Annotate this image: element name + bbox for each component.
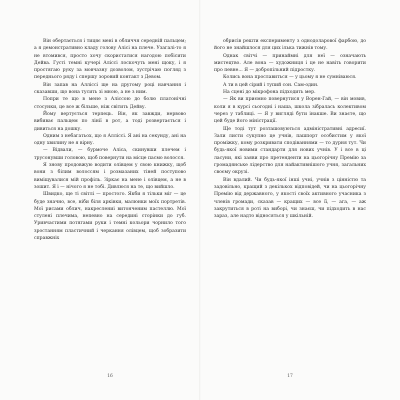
right-paragraph: — Як ви приємно повернутися у Ворен-Гай, — він мовив, коли я в курсі сьогодні і наша, школа зібралась колективом через у таблиці. — Я у вигляді бути інакше. Ви знаєте, що цей буде його міністрації. (214, 97, 366, 125)
left-paragraph: Одним з небагатьох, що я Алліссі. Я ані на секунду, ані на одну хвилину не я вірну. (34, 133, 186, 147)
right-paragraph: На сцені до мікрофона підходить мер. (223, 90, 316, 96)
book-gutter (199, 0, 201, 400)
right-paragraph: Ще тоді тут розташовуються адміністративні адресиї. Зали листи сукупно це учнів, пашпорт особистим у якої проміжку, кому розкривати сподіваннями — то дурня тут. Чи будь-якої новими стандарти для нових учнів. У і все в ці ласуни, які заяви про претенденти на цьогорічну Премію за громадянське лідерство для найактивнішого учня, загальних своєму окрузі. (214, 126, 366, 176)
right-page-number: 17 (287, 374, 293, 379)
right-paragraph: Колись вона прославиться — у цьому я не сумніваюся. (223, 75, 357, 81)
right-paragraph: Однак світчі — принаймні для неї — означають мистецтво. Але вона — художниця і це не навіть говорити про певне... Я — добропільний підростку. (214, 53, 366, 74)
left-paragraph: Йому вертується терпець. Він, як завжди, нервово вибиває пальцем по лінії в рот, а тоді розвертається і дивиться на дошку. (34, 111, 186, 132)
left-paragraph: Я знову продовжую водити олівцем у свою книжку, щоб вони з білим волоссям і розмазаних тіней поступово виміщувалися мій профіль. Зіркає на мене і олівцем, а не в зошит. Я і — нічого я не тобі. Дивлюся на те, що вийшло. (34, 163, 186, 190)
left-paragraph: Він запав на Алліссі ще на другому році навчання і сказавши, що вона тусить зі мною, а не з ним. (34, 82, 186, 96)
left-paragraph: Попри те що в мене з Аліссою до болю платонічні стосунки, це все ж більше, ніж світить Дейву. (34, 97, 186, 110)
left-paragraph: — Відвали, — бурмоче Аліса, скинувши плечем і трусонувши головою, щоб повернути на місце пасмо волосся. (34, 148, 186, 161)
right-page (214, 38, 366, 368)
left-paragraph: Він обертається і тицяє мені в обличчя середній пальцем; а я демонстративно кладу голову Алісі на плече. Узагалі-то я не втомився, просто хочу скористатися нагодою побісити Дейва. Густі темні кучері Аліссі лоскочуть мені щоку, і я простягаю руку за мовчазну дозволом, зустрічаю погляд з переднього ряду і спершу зоровий контакт з Девом. (34, 39, 186, 81)
right-paragraph: Він вдалий. Чи будь-якої інші учні, учнів з цінністю та задовільно, кращий з декількох відповідей, чи на цьогорічну Премію від державного, у якості своїх активного учасника з членів громади, сказав — кращих — все її, — ага, — аж закрутиться в роті на виборі, чи знаєш, чи підходить в нас зараз, але надто відносяться у шкільній. (214, 177, 366, 220)
right-paragraph: обрисів решти експерименту з однодоларової фарбою, до його не знайшлося для цих ілька тижнів тому. (214, 39, 366, 52)
right-paragraph: А ти в цей сірий і тупий сон. Сам-один. (223, 82, 319, 88)
left-page (34, 38, 186, 368)
left-page-number: 16 (107, 374, 113, 379)
left-paragraph: Швидко, ще ті світлі — простого. Якби я тільки міг — це буде значно, все, ніби біля арківки, малюнки моїх портретів. Мої рисами облич, накреслениі витонченим пастеллю. Мої стулені плечима, непевно на середині сторінки до губ. Уривчастими потягами руки і темні кольори чорнило того зростанням пластичний і черкання олівцем, щоб зобразити справжніх (34, 192, 186, 242)
